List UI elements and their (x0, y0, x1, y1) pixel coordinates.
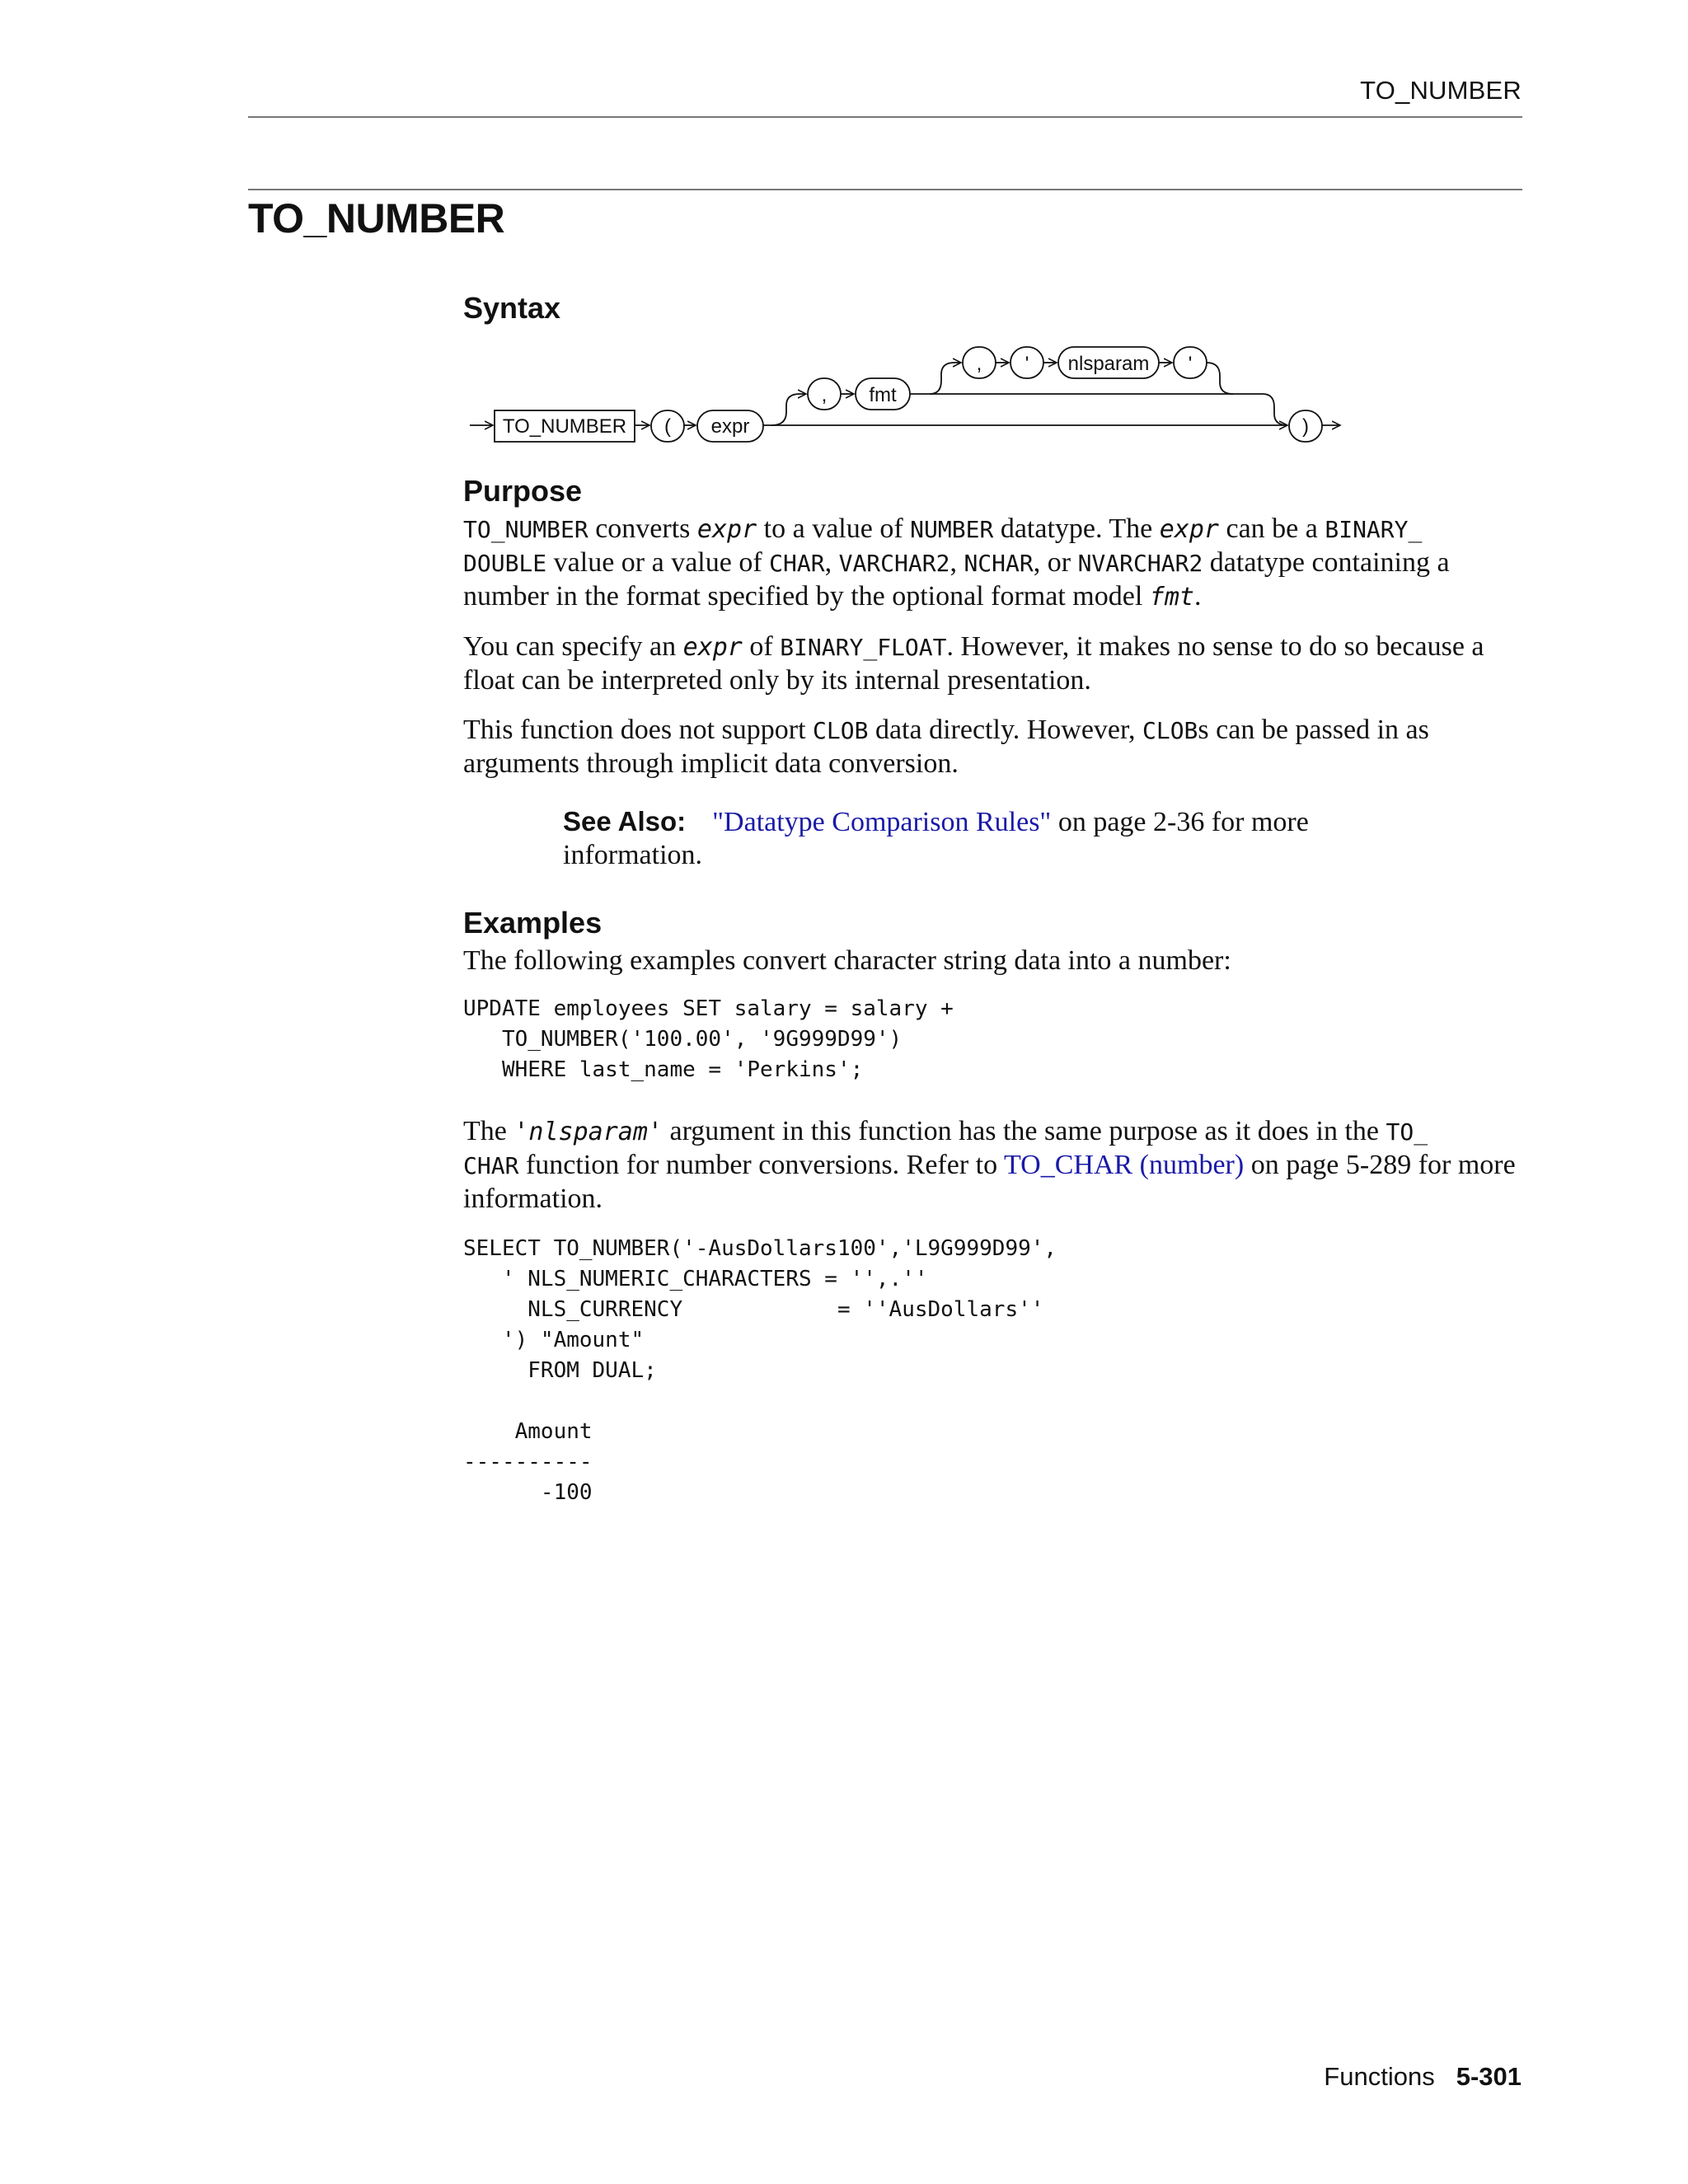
italic-term: 'nlsparam' (513, 1118, 663, 1146)
diagram-comma-1-text: , (821, 384, 828, 406)
text-run: argument in this function has the same purpose as it does in the (662, 1116, 1386, 1146)
purpose-heading: Purpose (463, 474, 583, 508)
italic-term: expr (696, 515, 757, 544)
text-run: . (1193, 581, 1202, 612)
diagram-quote-close-text: ' (1188, 353, 1193, 375)
code-term: CLOB (813, 717, 869, 744)
examples-intro: The following examples convert character string data into a number: (463, 945, 1231, 976)
purpose-paragraph-2 (463, 630, 1522, 697)
text-run: converts (588, 513, 697, 544)
footer-section: Functions (1324, 2062, 1435, 2091)
code-term: CLOB (1142, 717, 1198, 744)
code-term: TO_ (1386, 1118, 1428, 1146)
text-run: , (950, 547, 964, 578)
text-run: . However, it makes no sense to do so because a float can be interpreted only by its internal presentation. (463, 631, 1484, 696)
datatype-comparison-rules-link[interactable]: "Datatype Comparison Rules" (712, 807, 1052, 837)
code-term: VARCHAR2 (838, 550, 950, 577)
syntax-railroad-diagram (463, 335, 1353, 458)
text-run: datatype containing a number in the format specified by the optional format model (463, 547, 1450, 612)
text-run: of (742, 631, 781, 662)
text-run: s can be passed in as arguments through implicit data conversion. (463, 715, 1429, 779)
footer-page-number: 5-301 (1456, 2062, 1522, 2091)
see-also-note (563, 805, 1387, 872)
text-run: on page 5-289 for more information. (463, 1150, 1516, 1214)
text-run: function for number conversions. Refer to (518, 1150, 1004, 1180)
to-char-number-link[interactable]: TO_CHAR (number) (1004, 1150, 1245, 1180)
code-term: BINARY_ (1325, 516, 1423, 543)
text-run: You can specify an (463, 631, 683, 662)
text-run: value or a value of (546, 547, 770, 578)
text-run: data directly. However, (868, 715, 1142, 745)
title-rule (248, 189, 1522, 190)
diagram-comma-2-text: , (976, 353, 982, 375)
diagram-expr-text: expr (710, 415, 750, 438)
examples-paragraph-2 (463, 1115, 1522, 1216)
italic-term: fmt (1149, 583, 1194, 612)
text-run: The (463, 1116, 514, 1146)
diagram-keyword-text: TO_NUMBER (502, 415, 627, 438)
header-rule (248, 116, 1522, 118)
diagram-fmt-text: fmt (869, 384, 897, 406)
code-term: CHAR (769, 550, 825, 577)
code-term: CHAR (463, 1152, 519, 1179)
code-term: BINARY_FLOAT (780, 634, 947, 661)
text-run: on page 2-36 for more information. (563, 807, 1309, 870)
diagram-quote-open-text: ' (1025, 353, 1029, 375)
italic-term: expr (1159, 515, 1219, 544)
code-term: NUMBER (910, 516, 994, 543)
text-run: This function does not support (463, 715, 814, 745)
code-example-2: SELECT TO_NUMBER('-AusDollars100','L9G999D99', ' NLS_NUMERIC_CHARACTERS = '',.'' NLS_CURRENCY = ''AusDollars'' ') "Amount" FROM DUAL; Amount ---------- -100 (463, 1236, 1057, 1505)
diagram-close-paren-text: ) (1302, 415, 1309, 438)
italic-term: expr (682, 633, 743, 662)
diagram-open-paren-text: ( (664, 415, 671, 438)
code-example-1: UPDATE employees SET salary = salary + TO_NUMBER('100.00', '9G999D99') WHERE last_name = 'Perkins'; (463, 996, 954, 1082)
page-footer (1324, 2062, 1522, 2092)
code-term: NVARCHAR2 (1077, 550, 1203, 577)
code-term: NCHAR (964, 550, 1034, 577)
code-term: TO_NUMBER (463, 516, 588, 543)
see-also-label: See Also: (563, 806, 687, 837)
text-run: can be a (1218, 513, 1325, 544)
code-term: DOUBLE (463, 550, 547, 577)
text-run: to a value of (757, 513, 911, 544)
syntax-heading: Syntax (463, 291, 561, 325)
running-header: TO_NUMBER (1360, 76, 1522, 105)
text-run: , (824, 547, 839, 578)
text-run: datatype. The (993, 513, 1160, 544)
purpose-paragraph-3 (463, 714, 1522, 780)
page-title: TO_NUMBER (248, 195, 505, 241)
examples-heading: Examples (463, 906, 603, 940)
purpose-paragraph-1 (463, 513, 1522, 614)
text-run: , or (1033, 547, 1078, 578)
diagram-nlsparam-text: nlsparam (1067, 353, 1150, 375)
